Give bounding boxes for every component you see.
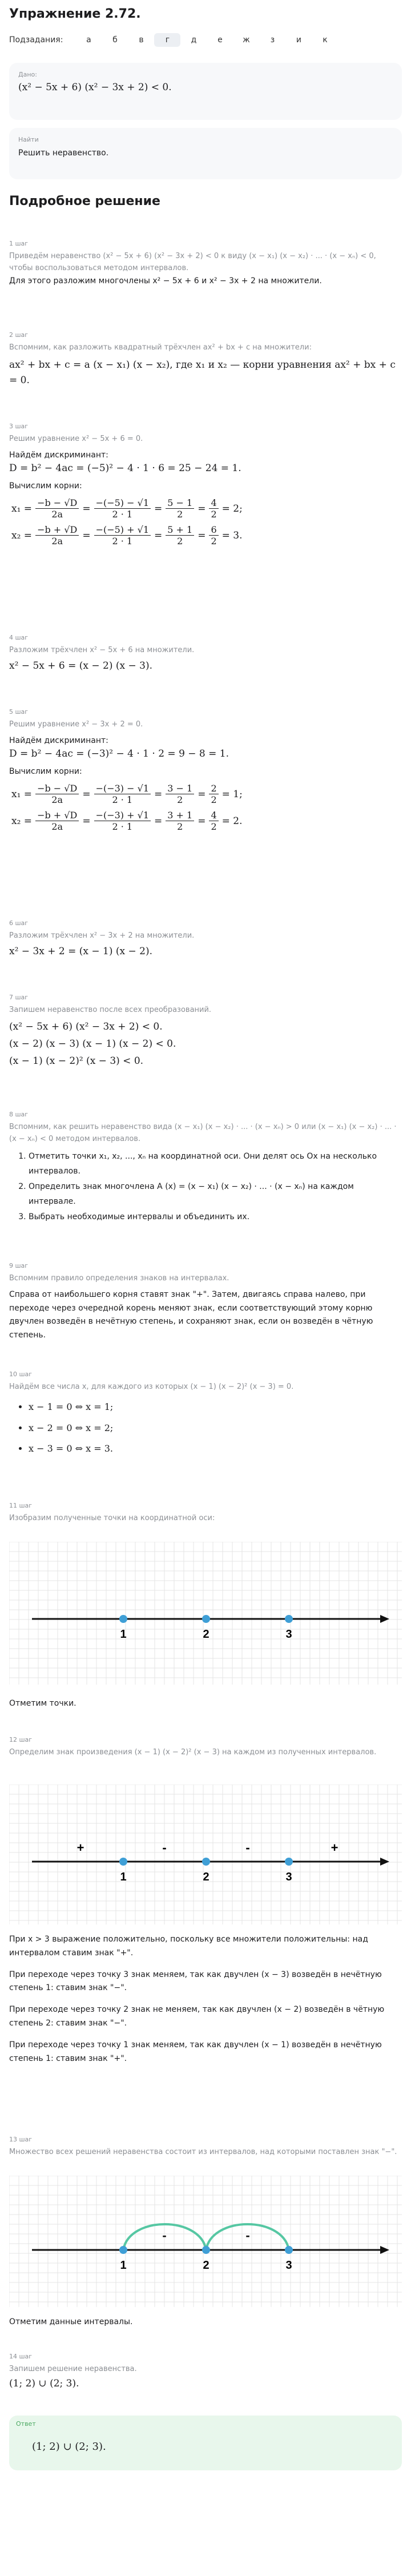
subtask-tab-v[interactable]: в: [139, 35, 144, 45]
point-label-3: 3: [285, 2259, 292, 2272]
step-5: [9, 708, 402, 837]
step-caption: 12 шаг: [9, 1736, 33, 1743]
step-formula: x² − 5x + 6 = (x − 2) (x − 3).: [9, 660, 153, 672]
step-11-after: [9, 1697, 402, 1711]
grid: [9, 2176, 402, 2307]
subtask-tab-z[interactable]: з: [270, 35, 275, 45]
find-text: Решить неравенство.: [18, 148, 109, 158]
fraction: $\frac{-b + √D}{2a}$: [35, 524, 79, 546]
list-item: 2. Определить знак многочлена A (x) = (x − x₁) (x − x₂) · ... · (x − xₙ) на каждом интервале.: [29, 1179, 402, 1209]
sign-paragraph: При переходе через точку 1 знак меняем, так как двучлен (x − 1) возведён в нечётную степень 1: ставим знак "+".: [9, 2040, 382, 2063]
subtask-tab-d[interactable]: д: [191, 35, 197, 45]
axis-svg: [9, 1785, 402, 1924]
sign-label: -: [162, 2228, 167, 2243]
root-lhs: x₁ =: [11, 788, 33, 800]
subtask-tab-e[interactable]: е: [217, 35, 223, 45]
point-2: [202, 2246, 210, 2254]
fraction: $\frac{3 + 1}{2}$: [166, 810, 194, 832]
root-result: = 2;: [221, 503, 243, 515]
find-card: [9, 128, 402, 179]
step-caption: 10 шаг: [9, 1371, 33, 1378]
step-description: Решим уравнение x² − 5x + 6 = 0.: [9, 435, 143, 443]
fraction: $\frac{-(-5) + √1}{2 \cdot 1}$: [94, 524, 151, 546]
axis-svg: [9, 1542, 402, 1685]
sign-label: -: [245, 1840, 250, 1855]
step-caption: 8 шаг: [9, 1111, 29, 1118]
given-caption: Дано:: [18, 71, 37, 78]
point-1: [119, 2246, 127, 2254]
given-expression: (x² − 5x + 6) (x² − 3x + 2) < 0.: [18, 82, 172, 93]
grid: [9, 1785, 402, 1924]
step-2: [9, 331, 402, 388]
fraction: $\frac{5 + 1}{2}$: [166, 524, 194, 546]
step-caption: 6 шаг: [9, 919, 29, 927]
step-caption: 13 шаг: [9, 2136, 33, 2143]
axis-graph-1: [9, 1542, 402, 1685]
step-7: [9, 994, 402, 1067]
root-lhs: x₁ =: [11, 503, 33, 515]
discriminant-formula: D = b² − 4ac = (−5)² − 4 · 1 · 6 = 25 − 24 = 1.: [9, 462, 241, 474]
step-description: Определим знак произведения (x − 1) (x − 2)² (x − 3) на каждом из полученных интервалов.: [9, 1748, 377, 1757]
sign-paragraph: При переходе через точку 2 знак не меняем, так как двучлен (x − 2) возведён в чётную степень 2: ставим знак "−".: [9, 2005, 385, 2028]
step-formula: x² − 3x + 2 = (x − 1) (x − 2).: [9, 945, 153, 957]
axis-arrow-icon: [380, 1858, 389, 1866]
step-description: Вспомним, как разложить квадратный трёхчлен ax² + bx + c на множители:: [9, 343, 312, 352]
fraction: $\frac{-(-3) + √1}{2 \cdot 1}$: [94, 810, 151, 832]
step-caption: 7 шаг: [9, 994, 29, 1001]
step-caption: 9 шаг: [9, 1262, 29, 1269]
find-caption: Найти: [18, 136, 39, 143]
step-text: Справа от наибольшего корня ставят знак "+". Затем, двигаясь справа налево, при переходе через очередной корень меняют знак, если соответствующий этому корню двучлен возведён в нечётную степень, и сохраняют знак, если он возведён в чётную степень.: [9, 1289, 373, 1340]
fraction: $\frac{-(-3) - √1}{2 \cdot 1}$: [94, 783, 151, 805]
discriminant-heading: Найдём дискриминант:: [9, 736, 108, 745]
discriminant-heading: Найдём дискриминант:: [9, 450, 108, 460]
roots-list: [9, 1397, 402, 1460]
step-13-after: [9, 2316, 402, 2329]
step-caption: 1 шаг: [9, 240, 29, 247]
root-x2-line: x₂ = $\frac{-b + √D}{2a}$ = $\frac{-(-3) + √1}{2 \cdot 1}$ = $\frac{3 + 1}{2}$ = $\frac{4}{2}$ = 2.: [11, 810, 243, 833]
list-item: • x − 3 = 0 ⇔ x = 3.: [29, 1438, 402, 1460]
step-13: [9, 2136, 402, 2159]
answer-value: (1; 2) ∪ (2; 3).: [32, 2441, 106, 2453]
step-14: [9, 2353, 402, 2389]
subtask-tab-b[interactable]: б: [112, 35, 118, 45]
step-formula: ax² + bx + c = a (x − x₁) (x − x₂), где x₁ и x₂ — корни уравнения ax² + bx + c = 0.: [9, 359, 396, 386]
step-description: Разложим трёхчлен x² − 3x + 2 на множители.: [9, 931, 195, 940]
list-item: 3. Выбрать необходимые интервалы и объединить их.: [29, 1209, 402, 1225]
step-1: [9, 240, 402, 288]
fraction: $\frac{4}{2}$: [209, 497, 218, 520]
subtask-tab-i[interactable]: и: [296, 35, 301, 45]
point-label-3: 3: [285, 1628, 292, 1641]
step-caption: 3 шаг: [9, 423, 29, 430]
point-label-1: 1: [120, 1871, 127, 1883]
inequality-line-2: (x − 2) (x − 3) (x − 1) (x − 2) < 0.: [9, 1038, 176, 1050]
step-description: Приведём неравенство (x² − 5x + 6) (x² − 3x + 2) < 0 к виду (x − x₁) (x − x₂) · ... · (x − xₙ) < 0, чтобы воспользоваться методом интервалов.: [9, 252, 376, 272]
step-description: Вспомним, как решить неравенство вида (x − x₁) (x − x₂) · ... · (x − xₙ) > 0 или (x − x₁) (x − x₂) · ... · (x − xₙ) < 0 методом интервалов.: [9, 1123, 397, 1143]
sign-label: -: [162, 1840, 167, 1855]
point-1: [119, 1615, 127, 1623]
root-result: = 3.: [221, 529, 243, 541]
step-9: [9, 1262, 402, 1343]
step-6: [9, 919, 402, 957]
step-description: Разложим трёхчлен x² − 5x + 6 на множители.: [9, 646, 195, 654]
list-item: • x − 1 = 0 ⇔ x = 1;: [29, 1397, 402, 1418]
answer-card: [9, 2416, 402, 2470]
page-title: Упражнение 2.72.: [9, 7, 141, 21]
root-x1-line: x₁ = $\frac{-b - √D}{2a}$ = $\frac{-(-5) - √1}{2 \cdot 1}$ = $\frac{5 - 1}{2}$ = $\frac{4}{2}$ = 2;: [11, 497, 243, 520]
point-label-2: 2: [203, 2259, 209, 2272]
axis-arrow-icon: [380, 1615, 389, 1623]
root-x2-line: x₂ = $\frac{-b + √D}{2a}$ = $\frac{-(-5) + √1}{2 \cdot 1}$ = $\frac{5 + 1}{2}$ = $\frac{6}{2}$ = 3.: [11, 524, 243, 547]
step-text: Отметим данные интервалы.: [9, 2317, 133, 2326]
fraction: $\frac{-b - √D}{2a}$: [35, 497, 79, 520]
sign-label: +: [76, 1840, 84, 1855]
step-10: [9, 1371, 402, 1463]
root-lhs: x₂ =: [11, 529, 33, 541]
step-12-explanation: [9, 1933, 402, 2065]
fraction: $\frac{-b - √D}{2a}$: [35, 783, 79, 805]
discriminant-formula: D = b² − 4ac = (−3)² − 4 · 1 · 2 = 9 − 8 = 1.: [9, 748, 229, 759]
fraction: $\frac{6}{2}$: [209, 524, 218, 546]
point-label-1: 1: [120, 1628, 127, 1641]
point-2: [202, 1615, 210, 1623]
solution-title: Подробное решение: [9, 194, 160, 208]
axis-arrow-icon: [380, 2246, 389, 2254]
sign-paragraph: При x > 3 выражение положительно, поскольку все множители положительны: над интервалом ставим знак "+".: [9, 1935, 368, 1958]
roots-heading: Вычислим корни:: [9, 766, 82, 776]
subtask-tab-a[interactable]: а: [86, 35, 91, 45]
point-3: [285, 2246, 293, 2254]
step-description: Вспомним правило определения знаков на интервалах.: [9, 1274, 229, 1283]
subtask-tab-g[interactable]: г: [154, 33, 180, 47]
step-description: Множество всех решений неравенства состоит из интервалов, над которыми поставлен знак "−".: [9, 2148, 397, 2156]
step-3: [9, 423, 402, 551]
fraction: $\frac{-b + √D}{2a}$: [35, 810, 79, 832]
step-text: Для этого разложим многочлены x² − 5x + 6 и x² − 3x + 2 на множители.: [9, 276, 322, 286]
step-description: Запишем неравенство после всех преобразований.: [9, 1006, 212, 1014]
list-item: • x − 2 = 0 ⇔ x = 2;: [29, 1418, 402, 1439]
fraction: $\frac{4}{2}$: [209, 810, 218, 832]
step-formula: (1; 2) ∪ (2; 3).: [9, 2377, 79, 2389]
step-11: [9, 1502, 402, 1525]
step-caption: 14 шаг: [9, 2353, 33, 2360]
root-lhs: x₂ =: [11, 815, 33, 827]
method-steps-list: [9, 1149, 402, 1225]
step-4: [9, 634, 402, 672]
sign-label: +: [331, 1840, 339, 1855]
step-caption: 2 шаг: [9, 331, 29, 339]
step-description: Найдём все числа x, для каждого из которых (x − 1) (x − 2)² (x − 3) = 0.: [9, 1383, 294, 1391]
subtask-tab-zh[interactable]: ж: [243, 35, 250, 45]
inequality-line-3: (x − 1) (x − 2)² (x − 3) < 0.: [9, 1055, 144, 1067]
root-result: = 2.: [221, 815, 243, 827]
step-text: Отметим точки.: [9, 1699, 76, 1708]
step-description: Изобразим полученные точки на координатной оси:: [9, 1514, 215, 1522]
point-label-1: 1: [120, 2259, 127, 2272]
point-label-3: 3: [285, 1871, 292, 1883]
point-3: [285, 1858, 293, 1866]
sign-label: -: [245, 2228, 250, 2243]
fraction: $\frac{2}{2}$: [209, 783, 218, 805]
point-2: [202, 1858, 210, 1866]
given-card: [9, 63, 402, 120]
step-8: [9, 1111, 402, 1228]
axis-svg: [9, 2176, 402, 2307]
fraction: $\frac{-(-5) - √1}{2 \cdot 1}$: [94, 497, 151, 520]
subtask-tab-k[interactable]: к: [323, 35, 328, 45]
axis-graph-2: [9, 1785, 402, 1924]
root-result: = 1;: [221, 788, 243, 800]
step-12: [9, 1736, 402, 1759]
inequality-line-1: (x² − 5x + 6) (x² − 3x + 2) < 0.: [9, 1020, 163, 1032]
step-caption: 4 шаг: [9, 634, 29, 641]
fraction: $\frac{5 - 1}{2}$: [166, 497, 194, 520]
subtask-bar: [9, 33, 338, 47]
axis-graph-3: [9, 2176, 402, 2307]
sign-paragraph: При переходе через точку 3 знак меняем, так как двучлен (x − 3) возведён в нечётную степень 1: ставим знак "−".: [9, 1970, 382, 1993]
point-3: [285, 1615, 293, 1623]
step-description: Решим уравнение x² − 3x + 2 = 0.: [9, 720, 143, 729]
answer-caption: Ответ: [16, 2420, 36, 2428]
roots-heading: Вычислим корни:: [9, 481, 82, 491]
root-x1-line: x₁ = $\frac{-b - √D}{2a}$ = $\frac{-(-3) - √1}{2 \cdot 1}$ = $\frac{3 - 1}{2}$ = $\frac{2}{2}$ = 1;: [11, 783, 243, 806]
point-label-2: 2: [203, 1871, 209, 1883]
point-label-2: 2: [203, 1628, 209, 1641]
fraction: $\frac{3 - 1}{2}$: [166, 783, 194, 805]
grid: [9, 1542, 402, 1685]
subtask-label: Подзадания:: [9, 35, 63, 45]
step-description: Запишем решение неравенства.: [9, 2365, 137, 2373]
list-item: 1. Отметить точки x₁, x₂, ..., xₙ на координатной оси. Они делят ось Ox на несколько интервалов.: [29, 1149, 402, 1179]
point-1: [119, 1858, 127, 1866]
step-caption: 5 шаг: [9, 708, 29, 716]
step-caption: 11 шаг: [9, 1502, 33, 1509]
